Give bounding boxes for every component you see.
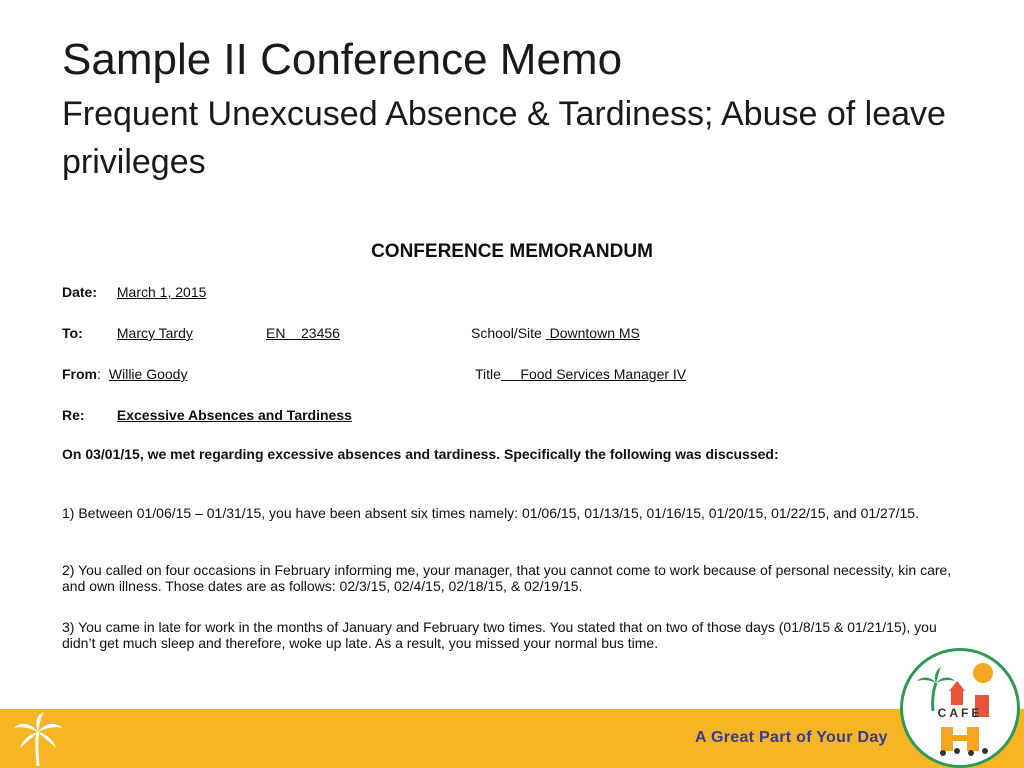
title-field [475,366,822,382]
page-subtitle: Frequent Unexcused Absence & Tardiness; Abuse of leave privileges [62,95,946,181]
en-label: EN [266,325,286,341]
to-label: To: [62,325,83,341]
item-1: 1) Between 01/06/15 – 01/31/15, you have been absent six times namely: 01/06/15, 01/13/15, 01/16/15, 01/20/15, 01/22/15, and 01/27/15. [62,505,919,521]
item-3: 3) You came in late for work in the months of January and February two times. You stated that on two of those days (01/8/15 & 01/21/15), you didn’t get much sleep and therefore, woke up late. As a result, you missed your normal bus time. [62,619,937,651]
site-field [471,325,794,341]
date-row [62,284,206,300]
en-field [266,325,408,341]
memo-heading: CONFERENCE MEMORANDUM [371,241,653,262]
footer-tagline: A Great Part of Your Day [695,729,888,746]
lead-text: On 03/01/15, we met regarding excessive absences and tardiness. Specifically the following was discussed: [62,446,779,462]
page-title: Sample II Conference Memo [62,35,623,84]
palm-tree-icon [12,712,64,768]
en-value: 23456 [301,325,340,341]
date-value: March 1, 2015 [116,284,207,300]
site-label: School/Site [471,325,542,341]
re-label: Re: [62,407,85,423]
re-value: Excessive Absences and Tardiness [116,407,352,423]
cafe-logo [900,648,1020,768]
title-label: Title [475,366,501,382]
item-2: 2) You called on four occasions in February informing me, your manager, that you cannot come to work because of personal necessity, kin care, and own illness. Those dates are as follows: 02/3/15, 02/4/15, 02/18/15, & 02/19/15. [62,562,952,594]
title-value: Food Services Manager IV [520,366,687,382]
from-value: Willie Goody [108,366,188,382]
to-value: Marcy Tardy [116,325,193,341]
logo-text: CAFE [937,706,983,720]
date-label: Date: [62,284,98,300]
re-row [62,407,352,423]
to-row [62,325,235,341]
from-label: From [62,366,97,382]
from-row: From: Willie Goody [62,366,188,382]
site-value: Downtown MS [549,325,640,341]
title-block [62,32,962,186]
